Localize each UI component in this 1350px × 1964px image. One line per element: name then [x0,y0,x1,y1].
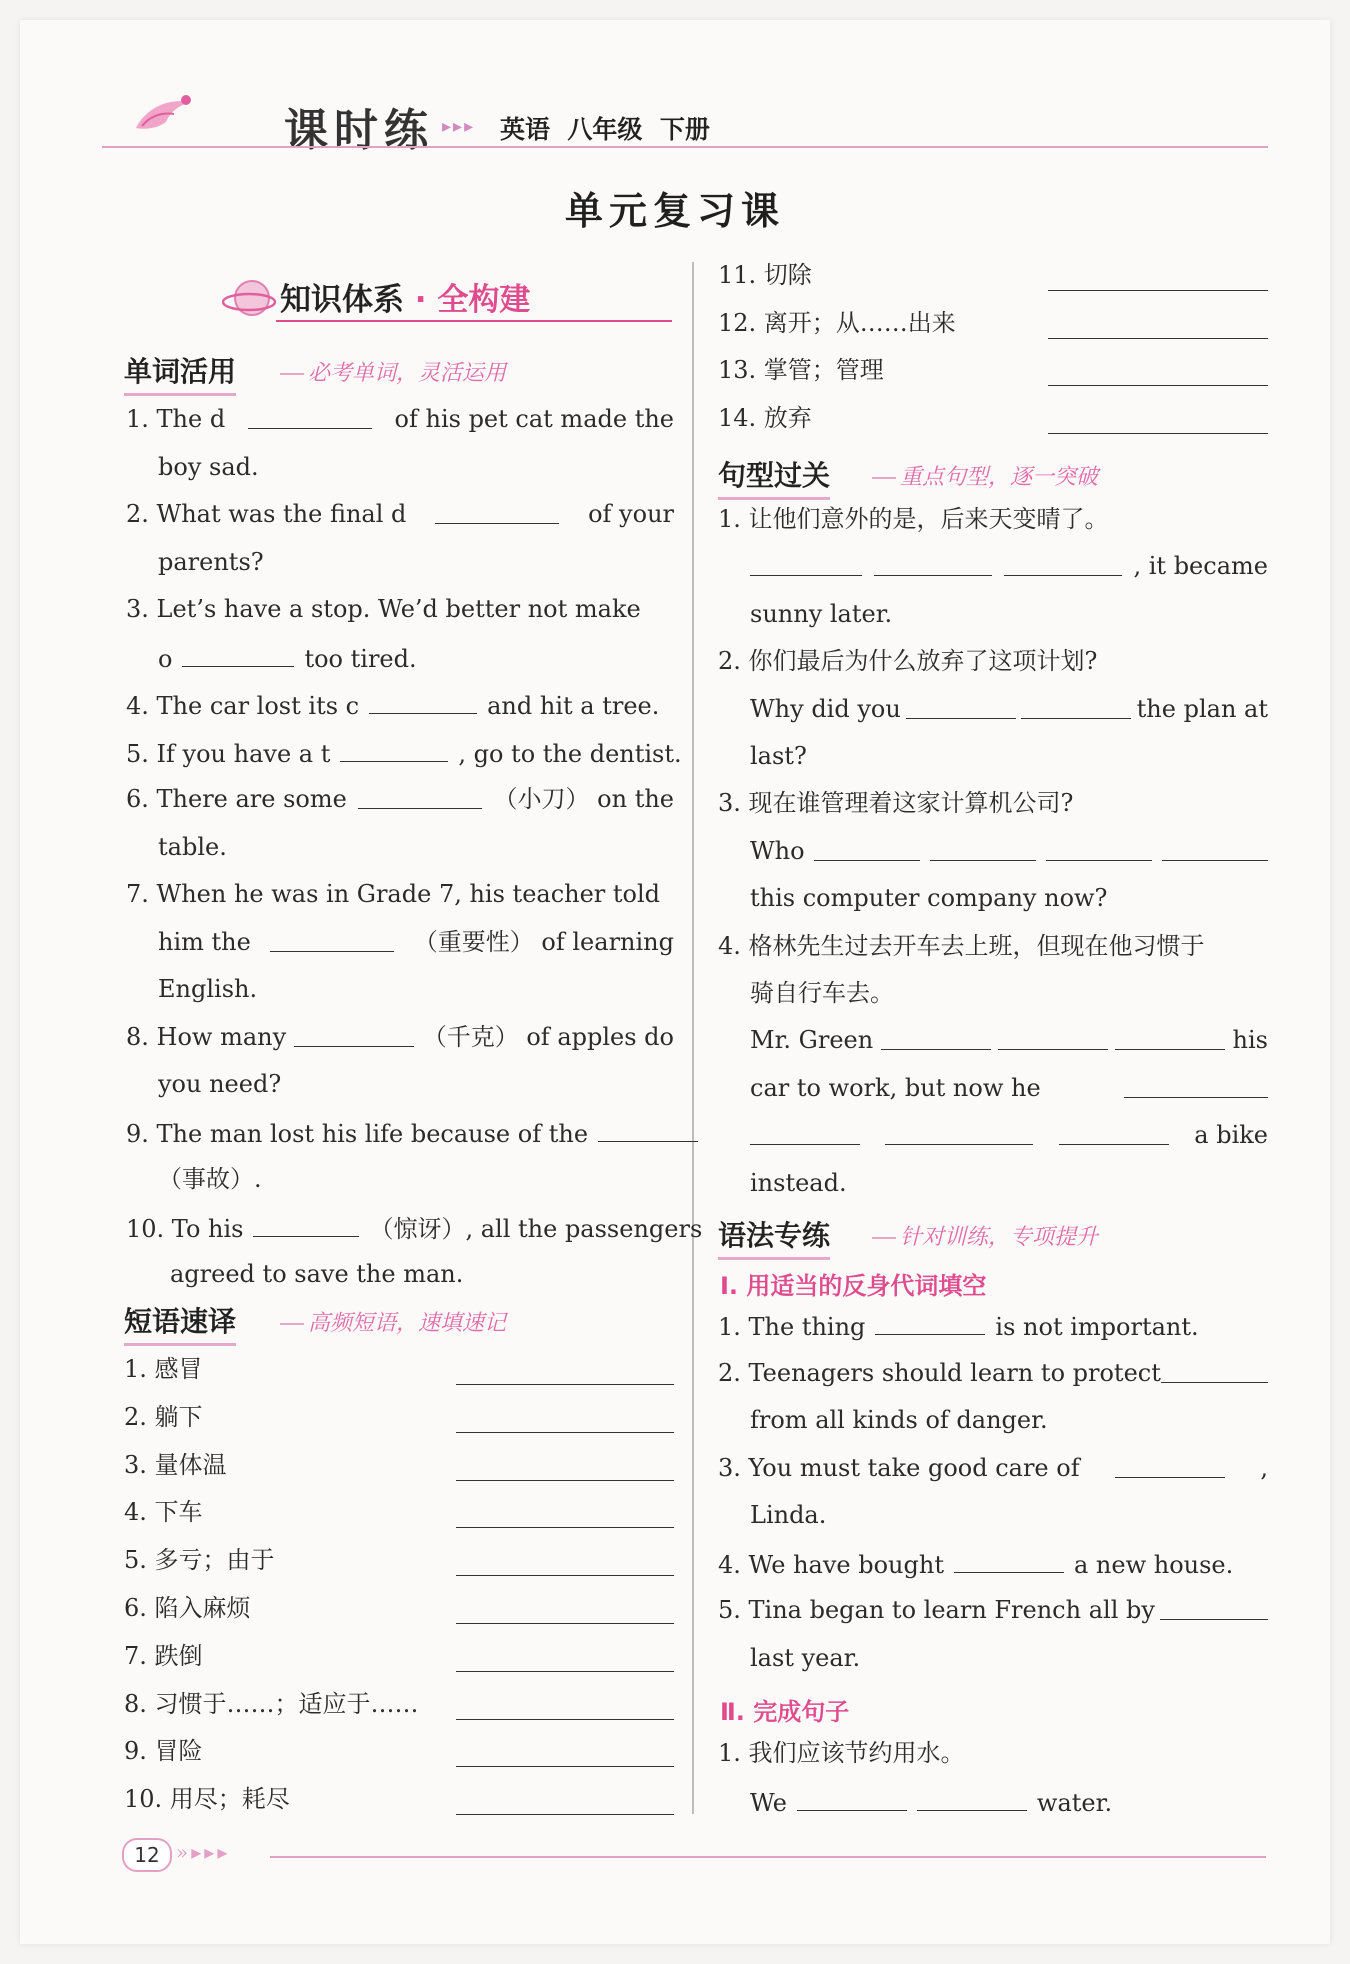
footer-rule [270,1856,1266,1858]
banner-text [280,274,530,319]
sentence-line [750,599,1268,629]
header [102,80,1268,160]
line-text: agreed to save the man. [170,1260,464,1288]
answer-blank[interactable] [270,927,394,952]
line-text: this computer company now? [750,884,1108,913]
sentence-line [750,836,1268,866]
vocab-line [158,547,674,577]
line-text: 10. To his [126,1214,244,1243]
answer-blank[interactable] [369,689,477,714]
line-text: 5. If you have a t [126,739,331,768]
vocab-line [158,927,674,957]
grammar-line [718,1453,1268,1483]
answer-line[interactable] [456,1527,674,1528]
answer-line[interactable] [456,1384,674,1385]
line-text: 1. 让他们意外的是，后来天变晴了。 [718,505,1109,533]
answer-blank[interactable] [358,784,482,809]
banner-underline [276,320,672,322]
line-text: Why did you [750,694,901,723]
sentence-line [750,1025,1268,1055]
answer-blank[interactable] [998,1025,1108,1050]
grammar-line [750,1786,1268,1818]
sentence-line [750,694,1268,724]
phrase-item: 5. 多亏；由于 [124,1546,275,1575]
phrases-tag: 高频短语，速填速记 [280,1306,506,1337]
phrase-item: 14. 放弃 [718,403,812,432]
line-text: 2. What was the final d [126,500,407,528]
swan-logo-icon [128,88,198,138]
line-text: 3. Let’s have a stop. We’d better not make [126,595,641,623]
answer-blank[interactable] [750,1120,860,1145]
answer-blank[interactable] [1046,836,1152,861]
line-text: car to work, but now he [750,1073,1041,1102]
sentence-line [718,931,1268,961]
vocab-line [126,1212,703,1244]
grammar-line [750,1500,1268,1530]
vocab-line [170,1259,674,1289]
phrases-heading: 短语速译 [124,1300,236,1340]
grammar-line [718,1738,1268,1768]
line-text: 3. 现在谁管理着这家计算机公司? [718,789,1074,818]
grammar-line [718,1548,1268,1580]
answer-line[interactable] [456,1766,674,1767]
line-text: o [158,644,173,673]
answer-blank[interactable] [885,1120,1033,1145]
sentence-line [718,504,1268,534]
banner-part1: 知识体系 [280,282,404,318]
line-text: , it became [1133,552,1268,581]
phrase-item: 4. 下车 [124,1498,203,1527]
line-text: Linda. [750,1501,827,1529]
grammar-sub2: Ⅱ. 完成句子 [720,1698,850,1726]
line-text: of his pet cat made the [394,405,674,433]
line-text: We [750,1788,787,1817]
line-text: 2. 你们最后为什么放弃了这项计划? [718,647,1098,676]
answer-blank[interactable] [1160,1595,1268,1620]
answer-line[interactable] [456,1671,674,1672]
answer-line[interactable] [1048,385,1268,386]
line-text: a new house. [1073,1550,1234,1579]
vocab-tag: 必考单词，灵活运用 [280,356,506,387]
phrase-item: 3. 量体温 [124,1450,227,1479]
line-text: （小刀） on the [493,785,674,813]
grammar-sub1: Ⅰ. 用适当的反身代词填空 [720,1272,987,1300]
line-text: water. [1036,1788,1113,1817]
answer-line[interactable] [456,1432,674,1433]
sentences-tag: 重点句型，逐一突破 [872,460,1098,491]
line-text: （惊讶）, all the passengers [369,1214,703,1243]
answer-blank[interactable] [874,551,992,576]
sentences-heading: 句型过关 [718,454,830,494]
phrase-item: 12. 离开；从……出来 [718,308,956,337]
header-dots: ▸▸▸ [442,116,476,137]
line-text: , go to the dentist. [458,739,682,768]
phrase-item: 10. 用尽；耗尽 [124,1785,290,1814]
line-text: 4. The car lost its c [126,692,360,720]
line-text: 5. Tina began to learn French all by [718,1596,1155,1624]
vocab-line [126,594,674,624]
line-text: and hit a tree. [487,692,660,720]
grammar-line [750,1643,1268,1673]
answer-line[interactable] [456,1575,674,1576]
vocab-line [158,974,674,1004]
answer-blank[interactable] [906,694,1016,719]
answer-blank[interactable] [1161,1358,1268,1383]
line-text: Mr. Green [750,1026,874,1055]
line-text: 骑自行车去。 [750,979,894,1007]
line-text: boy sad. [158,452,259,481]
phrase-item: 1. 感冒 [124,1355,203,1383]
answer-line[interactable] [1048,290,1268,291]
vocab-line [158,832,674,862]
answer-blank[interactable] [182,642,294,667]
planet-icon [222,270,276,324]
line-text: 4. We have bought [718,1550,944,1579]
answer-line[interactable] [1048,338,1268,339]
line-text: of your [588,500,674,528]
line-text: his [1232,1026,1268,1055]
line-text: 6. There are some [126,785,347,813]
page-number: 12 [122,1838,172,1872]
sentence-line [750,883,1268,913]
vocab-line [158,642,674,674]
line-text: is not important. [995,1313,1199,1341]
grammar-tag: 针对训练，专项提升 [872,1220,1098,1251]
answer-blank[interactable] [954,1548,1064,1573]
phrase-item: 6. 陷入麻烦 [124,1594,251,1622]
phrase-item: 7. 跌倒 [124,1641,203,1670]
answer-blank[interactable] [750,551,862,576]
line-text: parents? [158,547,264,576]
vocab-heading: 单词活用 [124,350,236,390]
line-text: table. [158,832,227,861]
line-text: sunny later. [750,599,893,628]
answer-line[interactable] [456,1719,674,1720]
line-text: 8. How many [126,1022,287,1051]
line-text: too tired. [304,644,417,673]
line-text: instead. [750,1168,847,1197]
line-text: Who [750,836,805,865]
line-text: 2. Teenagers should learn to protect [718,1358,1161,1387]
subject-label: 英语 八年级 下册 [500,115,710,144]
line-text: English. [158,975,258,1003]
phrase-item: 11. 切除 [718,261,812,289]
line-text: 1. The thing [718,1313,866,1341]
line-text: last? [750,742,807,770]
answer-blank[interactable] [797,1786,907,1811]
sentence-line [750,1120,1268,1150]
line-text: （千克） of apples do [422,1022,674,1051]
answer-blank[interactable] [930,836,1036,861]
grammar-line [718,1358,1268,1388]
answer-blank[interactable] [1124,1073,1268,1098]
answer-line[interactable] [456,1480,674,1481]
column-divider [692,262,694,1814]
answer-blank[interactable] [435,499,559,524]
answer-line[interactable] [1048,433,1268,434]
line-text: 4. 格林先生过去开车去上班，但现在他习惯于 [718,931,1205,960]
vocab-line [126,737,682,769]
line-text: 9. The man lost his life because of the [126,1119,589,1148]
line-text: last year. [750,1643,861,1672]
vocab-line [126,499,674,529]
vocab-line [158,1069,674,1099]
line-text: 1. The d [126,405,226,433]
answer-blank[interactable] [340,737,448,762]
answer-blank[interactable] [875,1310,985,1335]
phrase-item: 9. 冒险 [124,1737,203,1766]
sentence-line [750,1168,1268,1198]
vocab-line [126,784,674,814]
line-text: , [1260,1453,1268,1482]
sentence-line [750,978,1268,1008]
line-text: （重要性） of learning [413,927,674,956]
answer-blank[interactable] [1115,1025,1225,1050]
line-text: him the [158,927,251,956]
sentence-line [750,551,1268,581]
brand-title: 课时练 [284,105,434,156]
vocab-line [158,1164,674,1194]
line-text: a bike [1194,1121,1268,1150]
grammar-line [750,1405,1268,1435]
grammar-heading: 语法专练 [718,1214,830,1254]
line-text: from all kinds of danger. [750,1406,1048,1434]
line-text: 3. You must take good care of [718,1453,1080,1482]
answer-line[interactable] [456,1814,674,1815]
vocab-line [158,452,674,482]
answer-blank[interactable] [248,404,372,429]
vocab-line [126,689,674,721]
answer-blank[interactable] [814,836,920,861]
line-text: 7. When he was in Grade 7, his teacher told [126,880,661,908]
vocab-line [126,879,674,909]
line-text: the plan at [1136,694,1268,723]
vocab-line [126,404,674,434]
answer-line[interactable] [456,1623,674,1624]
answer-blank[interactable] [1115,1453,1225,1478]
phrase-item: 2. 躺下 [124,1402,203,1431]
sentence-line [718,788,1268,818]
sentence-line [750,741,1268,771]
answer-blank[interactable] [598,1117,698,1142]
banner-part2: 全构建 [437,282,531,318]
footer-dots: »▸▸▸ [176,1840,231,1864]
page-title: 单元复习课 [564,188,785,233]
answer-blank[interactable] [1004,551,1122,576]
answer-blank[interactable] [1021,694,1131,719]
sentence-line [718,646,1268,676]
line-text: （事故）. [158,1165,262,1193]
vocab-line [126,1022,674,1052]
line-text: you need? [158,1070,282,1098]
grammar-line [718,1310,1268,1342]
answer-blank[interactable] [1162,836,1268,861]
sentence-line [750,1073,1268,1103]
vocab-line [126,1117,674,1149]
answer-blank[interactable] [881,1025,991,1050]
answer-blank[interactable] [253,1212,359,1237]
answer-blank[interactable] [917,1786,1027,1811]
phrase-item: 13. 掌管；管理 [718,356,884,384]
line-text: 1. 我们应该节约用水。 [718,1739,965,1767]
banner-dot: · [414,282,427,318]
answer-blank[interactable] [294,1022,414,1047]
header-rule [102,146,1268,148]
answer-blank[interactable] [1059,1120,1169,1145]
phrase-item: 8. 习惯于……；适应于…… [124,1689,419,1718]
grammar-line [718,1595,1268,1625]
